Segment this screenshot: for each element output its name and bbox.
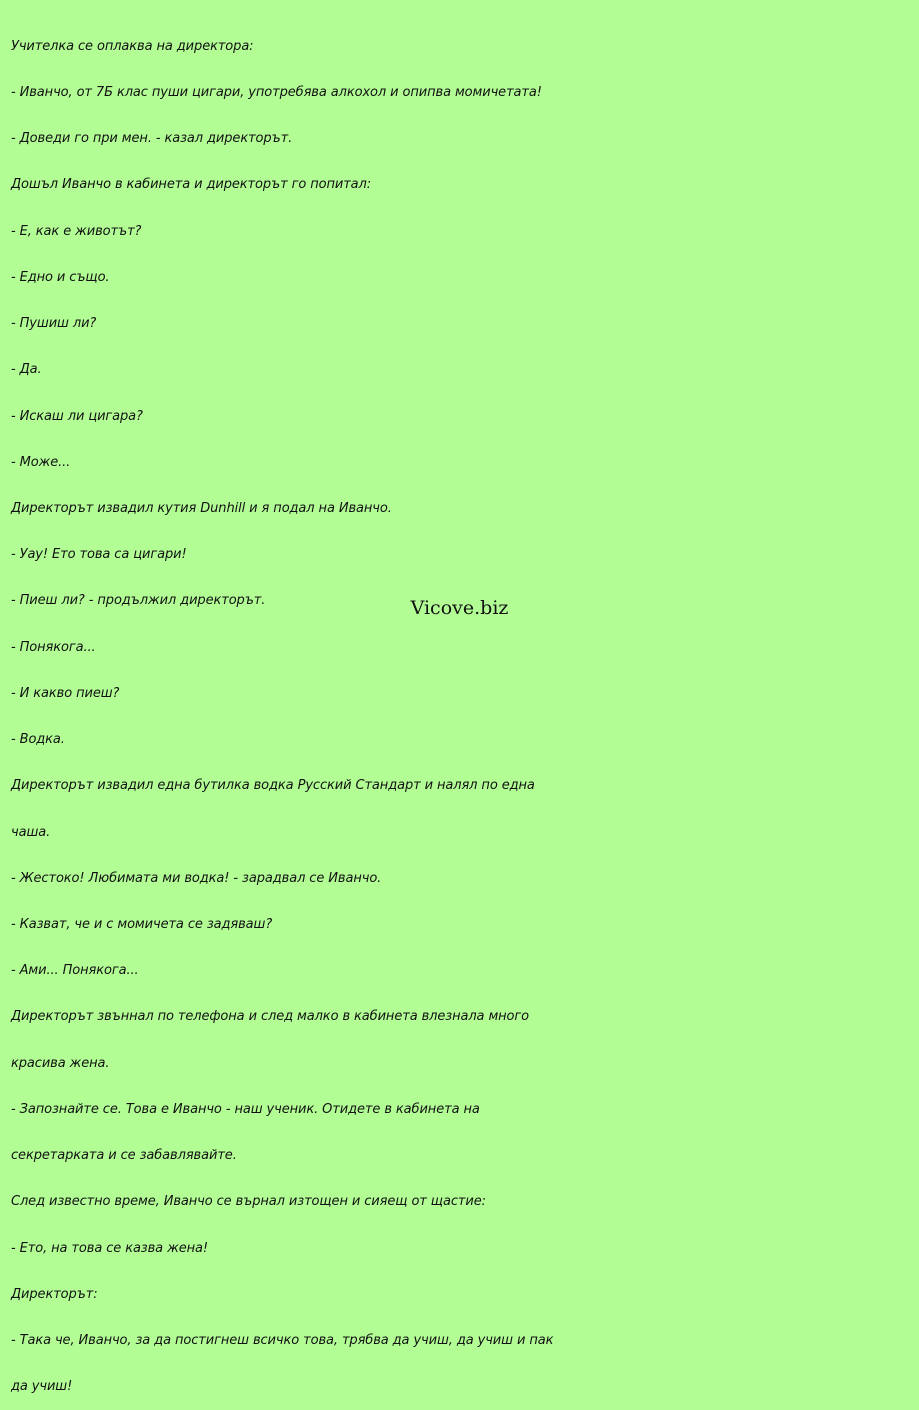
- joke-line: - Може...: [11, 454, 71, 470]
- joke-line: - Едно и също.: [11, 269, 110, 285]
- joke-line: да учиш!: [11, 1379, 73, 1395]
- joke-line: - Иванчо, от 7Б клас пуши цигари, употребява алкохол и опипва момичетата!: [11, 85, 542, 101]
- joke-line: - Понякога...: [11, 639, 96, 655]
- joke-text: [11, 8, 581, 1410]
- joke-line: - Да.: [11, 362, 42, 378]
- joke-line: - Е, как е животът?: [11, 223, 142, 239]
- joke-line: - И какво пиеш?: [11, 685, 120, 701]
- joke-line: - Запознайте се. Това е Иванчо - наш ученик. Отидете в кабинета на: [11, 1101, 480, 1117]
- joke-line: Директорът извадил една бутилка водка Русский Стандарт и налял по една: [11, 778, 535, 794]
- joke-line: - Ами... Понякога...: [11, 963, 139, 979]
- joke-line: Дошъл Иванчо в кабинета и директорът го попитал:: [11, 177, 372, 193]
- joke-line: Учителка се оплаква на директора:: [11, 38, 254, 54]
- joke-line: - Водка.: [11, 732, 65, 748]
- joke-line: - Пушиш ли?: [11, 316, 97, 332]
- joke-line: - Жестоко! Любимата ми водка! - зарадвал се Иванчо.: [11, 870, 382, 886]
- joke-line: - Искаш ли цигара?: [11, 408, 143, 424]
- joke-line: - Така че, Иванчо, за да постигнеш всичко това, трябва да учиш, да учиш и пак: [11, 1332, 554, 1348]
- site-watermark: Vicove.biz: [410, 597, 509, 619]
- joke-line: Директорът:: [11, 1286, 98, 1302]
- joke-line: - Казват, че и с момичета се задяваш?: [11, 916, 273, 932]
- joke-line: чаша.: [11, 824, 51, 840]
- joke-line: - Пиеш ли? - продължил директорът.: [11, 593, 266, 609]
- joke-line: секретарката и се забавлявайте.: [11, 1148, 237, 1164]
- joke-line: - Уау! Ето това са цигари!: [11, 547, 187, 563]
- joke-line: След известно време, Иванчо се върнал изтощен и сияещ от щастие:: [11, 1194, 486, 1210]
- joke-line: Директорът извадил кутия Dunhill и я подал на Иванчо.: [11, 501, 392, 516]
- joke-line: - Ето, на това се казва жена!: [11, 1240, 208, 1256]
- joke-line: - Доведи го при мен. - казал директорът.: [11, 131, 293, 147]
- joke-line: красива жена.: [11, 1055, 110, 1071]
- joke-line: Директорът звъннал по телефона и след малко в кабинета влезнала много: [11, 1009, 529, 1025]
